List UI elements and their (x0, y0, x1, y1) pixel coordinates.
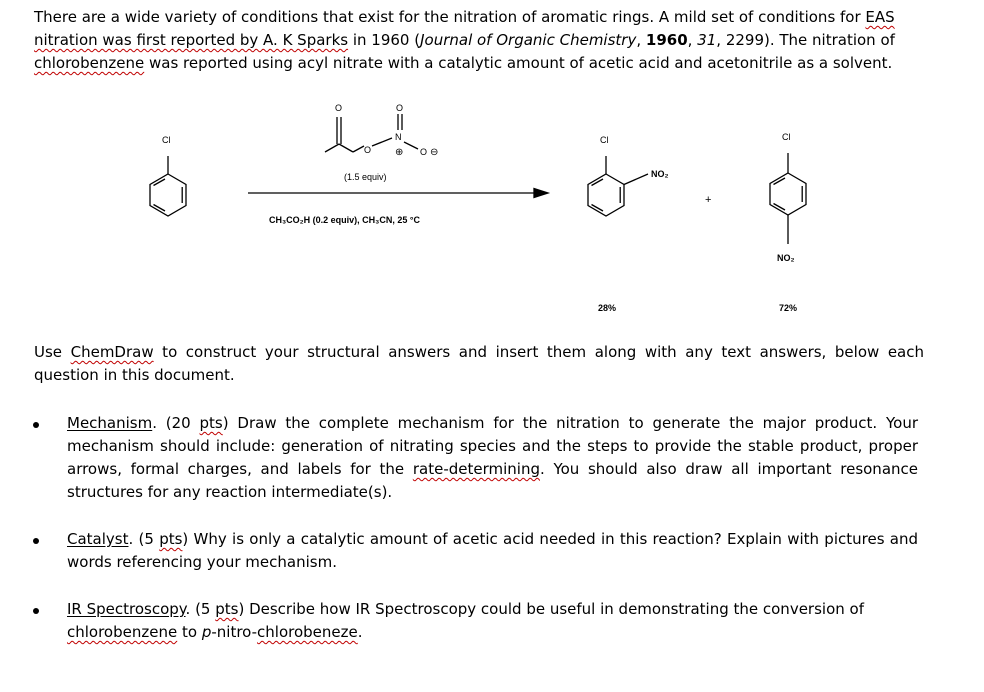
product-ortho-chloronitrobenzene (588, 156, 648, 216)
acyl-nitrate-reagent (325, 114, 418, 152)
reaction-arrow (248, 189, 548, 198)
product-para-chloronitrobenzene (770, 153, 806, 244)
product1-cl-label: Cl (600, 135, 609, 145)
question-points: ) (238, 600, 245, 618)
question-body: . You should also draw all important resonance structures for any reaction intermediate(s). (67, 460, 918, 501)
formal-minus-charge: ⊖ (430, 147, 439, 158)
spelling-flag-chlorobenzene: chlorobenzene (67, 623, 178, 641)
yield-ortho: 28% (598, 303, 617, 313)
reagent-carbonyl-o: O (335, 103, 343, 113)
bullet-icon (33, 422, 39, 428)
yield-para: 72% (779, 303, 798, 313)
reagent-nitro-o: O (396, 103, 404, 113)
instructions-text: Use (34, 343, 71, 361)
instructions-text: to construct your structural answers and insert them along with any text answers, below each question in this document. (34, 343, 925, 384)
intro-text: , (636, 31, 646, 49)
reagent-anion-o: O (420, 147, 428, 157)
spelling-flag-chlorobeneze: chlorobeneze (257, 623, 358, 641)
question-text (67, 412, 918, 504)
reagent-ester-o: O (364, 145, 372, 155)
question-heading: Catalyst (67, 530, 129, 548)
journal-year: 1960 (645, 31, 688, 49)
bullet-icon (33, 608, 39, 614)
reactant-cl-label: Cl (162, 135, 171, 145)
question-body: Draw the complete mechanism for the nitration to generate the major product. Your mechanism should include: generation of nitrating species and the steps to provide the stable product, proper arrows, formal charges, and labels for the (67, 414, 919, 478)
journal-volume: 31 (697, 31, 717, 49)
question-body: to (177, 623, 202, 641)
formal-plus-charge: ⊕ (395, 147, 404, 158)
spelling-flag-eas: EAS (865, 8, 895, 26)
intro-text: in 1960 ( (348, 31, 421, 49)
bullet-icon (33, 538, 39, 544)
reagent-equiv-label: (1.5 equiv) (344, 172, 387, 182)
intro-text: , 2299). The nitration of (716, 31, 895, 49)
question-text (67, 528, 918, 574)
spelling-flag-chlorobenzene: chlorobenzene (34, 54, 145, 72)
question-points: ) (222, 414, 229, 432)
question-body: p (201, 623, 212, 641)
intro-text: , (687, 31, 698, 49)
reaction-conditions: CH₃CO₂H (0.2 equiv), CH₃CN, 25 °C (269, 215, 420, 225)
question-points: . (5 (128, 530, 160, 548)
question-body: -nitro- (211, 623, 258, 641)
plus-sign: + (705, 194, 712, 206)
intro-text: There are a wide variety of conditions that exist for the nitration of aromatic rings. A mild set of conditions for (34, 8, 866, 26)
product2-cl-label: Cl (782, 132, 791, 142)
spelling-flag-pts: pts (199, 414, 223, 432)
spelling-flag-pts: pts (215, 600, 239, 618)
spelling-flag-pts: pts (159, 530, 183, 548)
question-heading: IR Spectroscopy (67, 600, 186, 618)
question-body: Why is only a catalytic amount of acetic acid needed in this reaction? Explain with pictures and words referencing your mechanism. (67, 530, 918, 571)
question-points: . (20 (152, 414, 200, 432)
question-heading: Mechanism (67, 414, 153, 432)
question-points: ) (182, 530, 189, 548)
intro-text: was reported using acyl nitrate with a catalytic amount of acetic acid and acetonitrile as a solvent. (144, 54, 893, 72)
spelling-flag-chemdraw: ChemDraw (70, 343, 154, 361)
product1-no2-label: NO₂ (651, 169, 669, 179)
reagent-nitrogen: N (395, 132, 402, 142)
spelling-flag-rate-determining: rate-determining (412, 460, 540, 478)
question-body: Describe how IR Spectroscopy could be useful in demonstrating the conversion of (244, 600, 864, 618)
question-points: . (5 (185, 600, 216, 618)
spelling-flag-sparks: nitration was first reported by A. K Sparks (34, 31, 349, 49)
intro-paragraph (34, 6, 924, 75)
reactant-chlorobenzene (150, 156, 186, 216)
product2-no2-label: NO₂ (777, 253, 795, 263)
journal-name: Journal of Organic Chemistry (420, 31, 637, 49)
question-text (67, 598, 918, 644)
instructions-paragraph (34, 341, 924, 387)
question-body: . (357, 623, 363, 641)
